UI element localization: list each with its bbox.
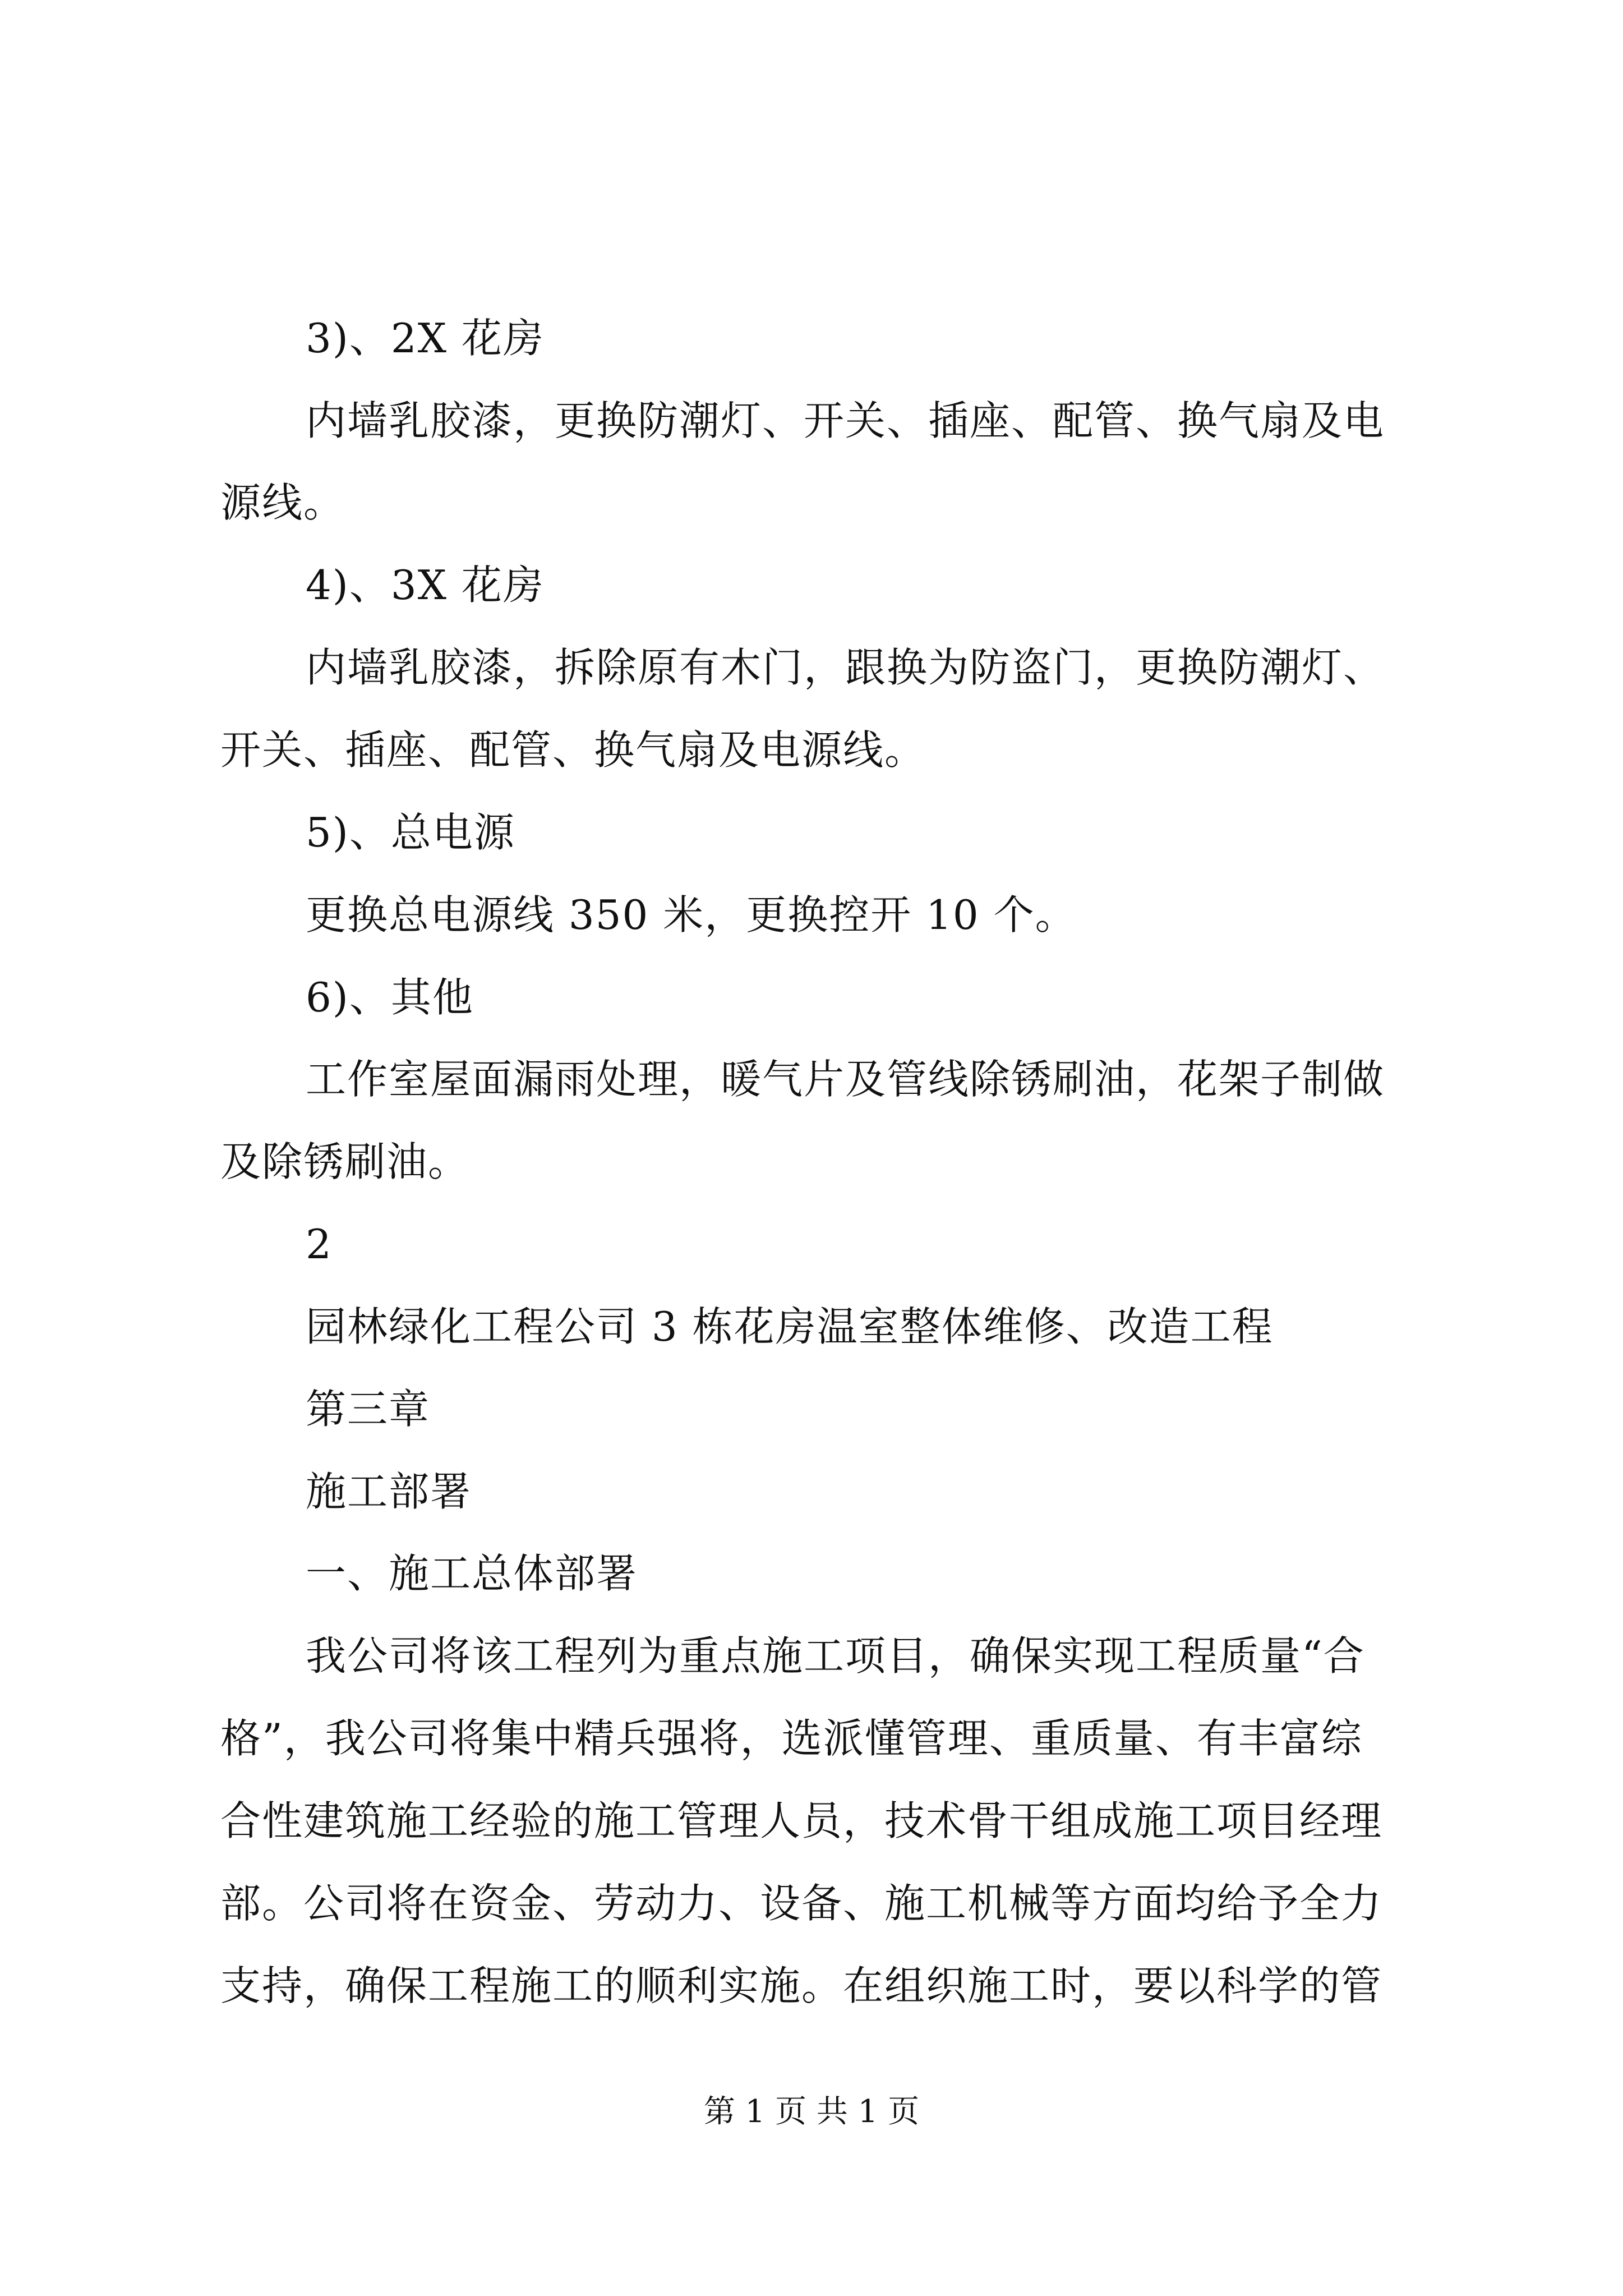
paragraph-line: 部。公司将在资金、劳动力、设备、施工机械等方面均给予全力 xyxy=(220,1880,1383,1927)
heading-3x-greenhouse: 4)、3X 花房 xyxy=(306,562,545,609)
heading-other: 6)、其他 xyxy=(306,974,474,1021)
project-title: 园林绿化工程公司 3 栋花房温室整体维修、改造工程 xyxy=(306,1303,1274,1350)
paragraph-line: 源线。 xyxy=(220,479,345,526)
paragraph-line: 更换总电源线 350 米，更换控开 10 个。 xyxy=(306,891,1077,938)
heading-main-power: 5)、总电源 xyxy=(306,809,515,856)
heading-2x-greenhouse: 3)、2X 花房 xyxy=(306,315,545,362)
page-footer: 第 1 页 共 1 页 xyxy=(703,2093,920,2130)
page-number-inline: 2 xyxy=(306,1221,333,1268)
paragraph-line: 内墙乳胶漆，更换防潮灯、开关、插座、配管、换气扇及电 xyxy=(306,397,1385,444)
paragraph-line: 工作室屋面漏雨处理，暖气片及管线除锈刷油，花架子制做 xyxy=(306,1056,1385,1103)
paragraph-line: 开关、插座、配管、换气扇及电源线。 xyxy=(220,726,926,774)
chapter-title: 施工部署 xyxy=(306,1468,472,1515)
paragraph-line: 我公司将该工程列为重点施工项目，确保实现工程质量“合 xyxy=(306,1632,1365,1680)
paragraph-line: 及除锈刷油。 xyxy=(220,1138,470,1185)
paragraph-line: 内墙乳胶漆，拆除原有木门，跟换为防盗门，更换防潮灯、 xyxy=(306,644,1385,691)
chapter-heading: 第三章 xyxy=(306,1386,431,1433)
paragraph-line: 支持，确保工程施工的顺利实施。在组织施工时，要以科学的管 xyxy=(220,1962,1383,2009)
section-heading: 一、施工总体部署 xyxy=(306,1550,638,1597)
paragraph-line: 合性建筑施工经验的施工管理人员，技术骨干组成施工项目经理 xyxy=(220,1797,1383,1844)
paragraph-line: 格”，我公司将集中精兵强将，选派懂管理、重质量、有丰富综 xyxy=(220,1715,1363,1762)
